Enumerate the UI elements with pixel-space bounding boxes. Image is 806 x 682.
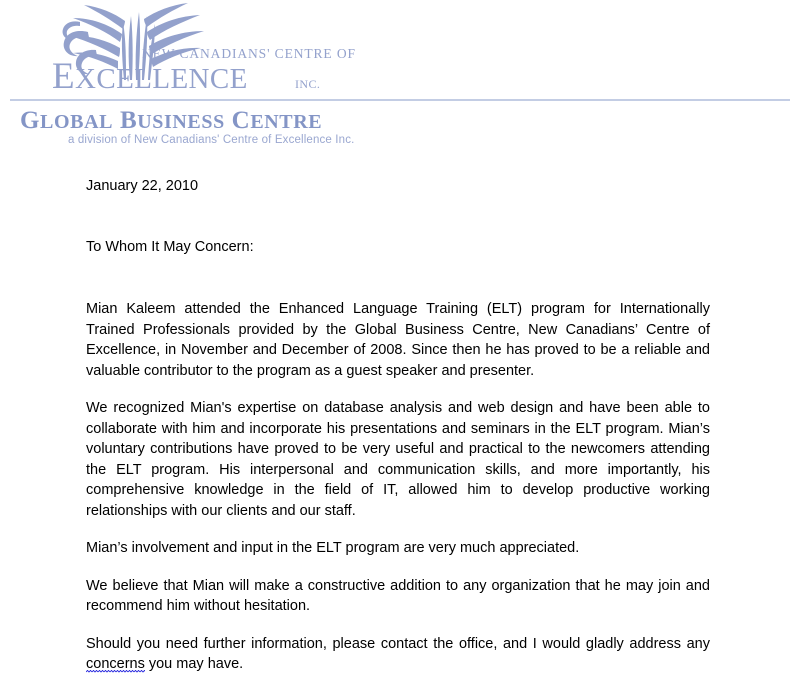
letter-paragraph-4: We believe that Mian will make a constructive addition to any organization that he may join and recommend him without hesitation. <box>86 577 710 614</box>
wordmark-main-cap: E <box>52 56 76 97</box>
gbc-word3-rest: ENTRE <box>250 111 323 133</box>
gbc-word1-rest: LOBAL <box>40 111 114 133</box>
gbc-word3-cap: C <box>231 107 251 134</box>
organization-logo <box>52 2 356 98</box>
wordmark-main-rest: XCELLENCE <box>75 63 248 95</box>
letter-salutation: To Whom It May Concern: <box>86 239 254 255</box>
paragraph-5-text-before: Should you need further information, please contact the office, and I would gladly address any <box>86 635 710 652</box>
letter-paragraph-1: Mian Kaleem attended the Enhanced Language Training (ELT) program for Internationally Trained Professionals provided by the Global Business Centre, New Canadians’ Centre of Excellence, in November and December of 2008. Since then he has proved to be a reliable and valuable contributor to the program as a guest speaker and presenter. <box>86 301 710 379</box>
letter-paragraph-2: We recognized Mian's expertise on database analysis and web design and have been able to collaborate with him and incorporate his presentations and seminars in the ELT program. Mian’s voluntary contributions have proved to be very useful and practical to the newcomers attending the ELT program. His interpersonal and communication skills, and more importantly, his comprehensive knowledge in the field of IT, allowed him to develop productive working relationships with our clients and our staff. <box>86 400 710 519</box>
wordmark-inc-suffix: INC. <box>295 77 321 91</box>
letter-date: January 22, 2010 <box>86 178 199 194</box>
letter-body <box>86 176 710 675</box>
global-business-centre-subtitle: a division of New Canadians' Centre of Excellence Inc. <box>68 134 355 146</box>
wordmark-main-line <box>52 57 248 99</box>
paragraph-5-text-after: you may have. <box>144 656 244 672</box>
gbc-word1-cap: G <box>20 107 41 134</box>
gbc-word2-rest: USINESS <box>137 111 225 133</box>
letter-paragraph-3: Mian’s involvement and input in the ELT program are very much appreciated. <box>86 540 580 556</box>
excellence-wordmark <box>52 46 356 98</box>
gbc-word2-cap: B <box>119 107 138 134</box>
letterhead <box>0 0 806 158</box>
wordmark-top-line: NEW CANADIANS' CENTRE OF <box>142 46 356 61</box>
spellcheck-misspelled-word[interactable]: concerns <box>86 656 145 672</box>
global-business-centre-title <box>20 107 322 136</box>
letterhead-divider <box>10 99 790 101</box>
letter-paragraph-5 <box>86 634 710 675</box>
